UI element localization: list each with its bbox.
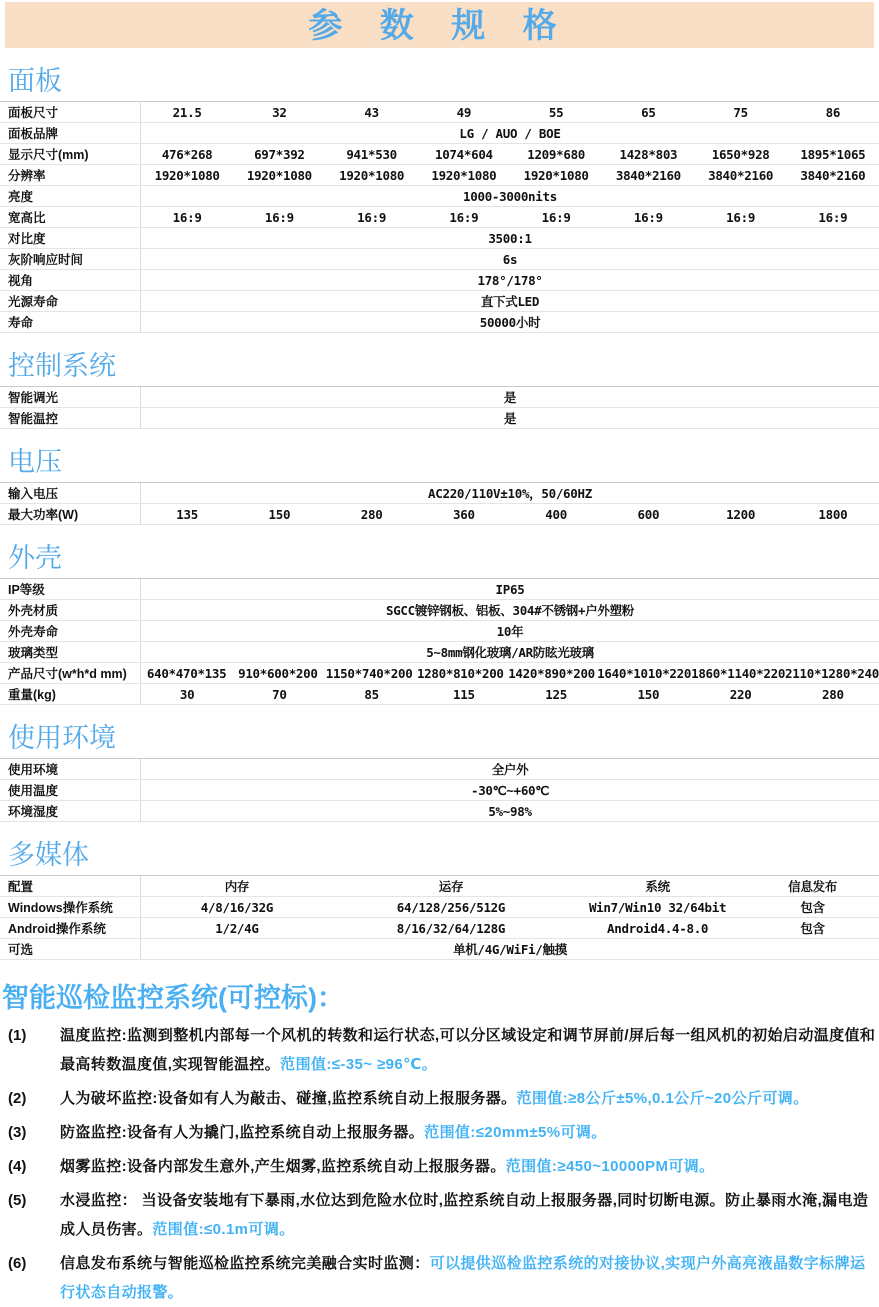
section-rows xyxy=(0,387,879,429)
section-5 xyxy=(0,831,879,960)
row-cell: 86 xyxy=(825,104,841,120)
row-cell: 内存 xyxy=(224,879,250,894)
section-1 xyxy=(0,342,879,429)
section-rows xyxy=(0,759,879,822)
spec-row xyxy=(0,759,879,780)
monitor-item-number: (4) xyxy=(8,1158,27,1175)
row-cell: 16:9 xyxy=(818,209,848,225)
row-cell: 包含 xyxy=(800,900,825,915)
range-value-text: 范围值:≤20mm±5%可调。 xyxy=(424,1124,607,1141)
row-cell: 3840*2160 xyxy=(708,167,774,183)
row-label: 使用温度 xyxy=(8,784,59,798)
row-cell: 55 xyxy=(548,104,564,120)
spec-row xyxy=(0,663,879,684)
spec-row xyxy=(0,123,879,144)
row-cell: 1280*810*200 xyxy=(416,665,504,681)
spec-row xyxy=(0,387,879,408)
monitor-item-3 xyxy=(0,1118,879,1147)
row-cell: Win7/Win10 32/64bit xyxy=(588,899,727,915)
row-span-value: 是 xyxy=(503,411,517,426)
monitor-item-2 xyxy=(0,1084,879,1113)
spec-row xyxy=(0,186,879,207)
row-cell: 220 xyxy=(729,686,752,702)
row-cell: 1920*1080 xyxy=(339,167,405,183)
monitor-item-text xyxy=(60,1249,879,1307)
spec-row xyxy=(0,918,879,939)
row-values xyxy=(140,876,879,896)
spec-row xyxy=(0,504,879,525)
monitor-item-text xyxy=(60,1118,879,1147)
monitor-item-6 xyxy=(0,1249,879,1307)
row-label: 分辨率 xyxy=(8,169,46,183)
spec-row xyxy=(0,600,879,621)
section-4 xyxy=(0,714,879,822)
row-label: 外壳材质 xyxy=(8,604,59,618)
section-title: 控制系统 xyxy=(0,342,879,387)
section-title: 使用环境 xyxy=(0,714,879,759)
spec-row xyxy=(0,876,879,897)
item-description-text: 信息发布系统与智能巡检监控系统完美融合实时监测： xyxy=(60,1255,430,1272)
range-value-text: 范围值:≤0.1m可调。 xyxy=(152,1221,295,1238)
monitor-item-1 xyxy=(0,1021,879,1079)
row-label: 输入电压 xyxy=(8,487,59,501)
row-span-value: 5%~98% xyxy=(488,803,532,819)
row-values xyxy=(140,387,879,407)
row-values xyxy=(140,186,879,206)
row-cell: 1209*680 xyxy=(527,146,586,162)
row-cell: 150 xyxy=(637,686,660,702)
row-cell: 1650*928 xyxy=(711,146,770,162)
row-cell: 1895*1065 xyxy=(800,146,866,162)
row-cell: 1150*740*200 xyxy=(325,665,413,681)
row-cell: 1640*1010*220 xyxy=(597,665,692,681)
section-title: 多媒体 xyxy=(0,831,879,876)
spec-row xyxy=(0,207,879,228)
spec-row xyxy=(0,228,879,249)
row-cell: 697*392 xyxy=(254,146,305,162)
row-cell: 70 xyxy=(272,686,287,702)
monitor-item-text xyxy=(60,1021,879,1079)
row-cell: 16:9 xyxy=(449,209,479,225)
monitor-item-text xyxy=(60,1152,879,1181)
item-description-text: 烟雾监控:设备内部发生意外,产生烟雾,监控系统自动上报服务器。 xyxy=(60,1158,506,1175)
row-cell: 65 xyxy=(641,104,656,120)
page-title-banner xyxy=(5,2,874,48)
row-span-value: IP65 xyxy=(495,581,525,597)
row-label: 可选 xyxy=(8,943,34,957)
row-label: 灰阶响应时间 xyxy=(8,253,84,267)
section-rows xyxy=(0,876,879,960)
row-label: 使用环境 xyxy=(8,763,59,777)
section-title: 电压 xyxy=(0,438,879,483)
row-span-value: AC220/110V±10%，50/60HZ xyxy=(428,486,592,501)
row-cell: 360 xyxy=(453,506,475,522)
row-values xyxy=(140,621,879,641)
row-values xyxy=(140,504,879,524)
row-span-value: 1000-3000nits xyxy=(463,188,557,204)
row-label: IP等级 xyxy=(8,583,45,597)
monitor-item-number: (1) xyxy=(8,1027,27,1044)
spec-row xyxy=(0,102,879,123)
row-values xyxy=(140,123,879,143)
row-cell: Android4.4-8.0 xyxy=(607,920,709,936)
row-cell: 64/128/256/512G xyxy=(396,899,506,915)
row-cell: 信息发布 xyxy=(788,879,837,894)
row-label: 对比度 xyxy=(8,232,46,246)
spec-row xyxy=(0,270,879,291)
spec-row xyxy=(0,291,879,312)
row-values xyxy=(140,249,879,269)
item-description-text: 水浸监控： 当设备安装地有下暴雨,水位达到危险水位时,监控系统自动上报服务器,同时切断电源。防止暴雨水淹,漏电造成人员伤害。 xyxy=(60,1192,869,1238)
row-label: 智能调光 xyxy=(8,391,59,405)
row-cell: 280 xyxy=(360,506,383,522)
row-label: 产品尺寸(w*h*d mm) xyxy=(8,667,127,681)
row-label: 环境湿度 xyxy=(8,805,59,819)
row-cell: 1/2/4G xyxy=(215,920,259,936)
range-value-text: 范围值:≥450~10000PM可调。 xyxy=(505,1158,715,1175)
section-2 xyxy=(0,438,879,525)
monitor-item-4 xyxy=(0,1152,879,1181)
row-span-value: LG / AUO / BOE xyxy=(459,125,561,141)
row-cell: 1920*1080 xyxy=(431,167,497,183)
row-cell: 系统 xyxy=(645,879,670,894)
section-title: 面板 xyxy=(0,57,879,102)
row-cell: 400 xyxy=(545,506,567,522)
row-label: 玻璃类型 xyxy=(8,646,59,660)
monitor-item-number: (5) xyxy=(8,1192,27,1209)
row-values xyxy=(140,165,879,185)
row-cell: 16:9 xyxy=(726,209,756,225)
row-cell: 115 xyxy=(453,686,475,702)
monitor-item-number: (6) xyxy=(8,1255,27,1272)
row-label: Windows操作系统 xyxy=(8,901,113,915)
row-values xyxy=(140,600,879,620)
row-cell: 16:9 xyxy=(633,209,663,225)
monitor-item-number: (3) xyxy=(8,1124,27,1141)
monitor-section-title: 智能巡检监控系统(可控标)： xyxy=(2,983,344,1013)
row-values xyxy=(140,579,879,599)
section-0 xyxy=(0,57,879,333)
row-values xyxy=(140,918,879,938)
page-title: 参 数 规 格 xyxy=(308,7,571,45)
row-cell: 640*470*135 xyxy=(146,665,227,681)
row-cell: 运存 xyxy=(438,879,464,894)
row-span-value: 是 xyxy=(503,390,517,405)
row-cell: 3840*2160 xyxy=(800,167,866,183)
row-cell: 600 xyxy=(637,506,660,522)
item-description-text: 温度监控:监测到整机内部每一个风机的转数和运行状态,可以分区域设定和调节屏前/屏后每一组风机的初始启动温度值和最高转数温度值,实现智能温控。 xyxy=(60,1027,876,1073)
row-cell: 280 xyxy=(822,686,844,702)
row-values xyxy=(140,759,879,779)
spec-row xyxy=(0,312,879,333)
spec-row xyxy=(0,642,879,663)
row-values xyxy=(140,102,879,122)
row-values xyxy=(140,144,879,164)
row-cell: 75 xyxy=(733,104,748,120)
row-cell: 16:9 xyxy=(357,209,387,225)
row-values xyxy=(140,408,879,428)
row-cell: 43 xyxy=(364,104,379,120)
row-label: Android操作系统 xyxy=(8,922,106,936)
spec-row xyxy=(0,621,879,642)
row-cell: 16:9 xyxy=(172,209,202,225)
row-label: 面板尺寸 xyxy=(8,106,59,120)
row-values xyxy=(140,663,879,683)
row-cell: 135 xyxy=(176,506,198,522)
monitor-item-list xyxy=(0,1021,879,1307)
row-span-value: 全户外 xyxy=(491,762,529,777)
row-cell: 1920*1080 xyxy=(154,167,220,183)
row-cell: 85 xyxy=(364,686,379,702)
row-cell: 476*268 xyxy=(161,146,213,162)
monitor-item-text xyxy=(60,1186,879,1244)
row-cell: 910*600*200 xyxy=(238,665,318,681)
spec-row xyxy=(0,249,879,270)
row-cell: 4/8/16/32G xyxy=(200,899,274,915)
row-label: 面板品牌 xyxy=(8,127,59,141)
row-values xyxy=(140,270,879,290)
row-cell: 941*530 xyxy=(346,146,397,162)
spec-row xyxy=(0,144,879,165)
row-span-value: 178°/178° xyxy=(477,272,543,288)
monitor-item-5 xyxy=(0,1186,879,1244)
spec-row xyxy=(0,684,879,705)
row-label: 寿命 xyxy=(8,316,34,330)
row-values xyxy=(140,228,879,248)
row-cell: 1428*803 xyxy=(619,146,678,162)
row-values xyxy=(140,939,879,959)
section-rows xyxy=(0,579,879,705)
section-rows xyxy=(0,102,879,333)
row-cell: 1920*1080 xyxy=(523,167,589,183)
row-label: 亮度 xyxy=(8,190,34,204)
row-values xyxy=(140,642,879,662)
range-value-text: 范围值:≥8公斤±5%,0.1公斤~20公斤可调。 xyxy=(516,1090,809,1107)
row-cell: 1074*604 xyxy=(434,146,493,162)
row-label: 智能温控 xyxy=(8,412,59,426)
row-cell: 8/16/32/64/128G xyxy=(396,920,506,936)
row-values xyxy=(140,291,879,311)
row-values xyxy=(140,312,879,332)
row-cell: 2110*1280*240 xyxy=(785,665,879,681)
row-cell: 49 xyxy=(456,104,472,120)
row-label: 显示尺寸(mm) xyxy=(8,148,89,162)
row-span-value: 50000小时 xyxy=(479,315,541,330)
row-span-value: 6s xyxy=(502,251,518,267)
spec-row xyxy=(0,408,879,429)
spec-row xyxy=(0,939,879,960)
row-label: 视角 xyxy=(8,274,34,288)
row-cell: 30 xyxy=(179,686,195,702)
row-values xyxy=(140,897,879,917)
row-values xyxy=(140,207,879,227)
row-cell: 包含 xyxy=(800,921,825,936)
item-description-text: 人为破坏监控:设备如有人为敲击、碰撞,监控系统自动上报服务器。 xyxy=(60,1090,517,1107)
row-span-value: 直下式LED xyxy=(480,294,540,309)
row-label: 重量(kg) xyxy=(8,688,56,702)
item-description-text: 防盗监控:设备有人为撬门,监控系统自动上报服务器。 xyxy=(60,1124,425,1141)
row-span-value: 5~8mm钢化玻璃/AR防眩光玻璃 xyxy=(426,645,594,660)
section-title: 外壳 xyxy=(0,534,879,579)
row-cell: 16:9 xyxy=(541,209,571,225)
row-label: 宽高比 xyxy=(8,211,46,225)
spec-row xyxy=(0,483,879,504)
row-label: 外壳寿命 xyxy=(8,625,59,639)
row-span-value: SGCC镀锌钢板、铝板、304#不锈钢+户外塑粉 xyxy=(385,603,635,618)
spec-row xyxy=(0,579,879,600)
spec-sections xyxy=(0,57,879,960)
row-cell: 150 xyxy=(268,506,291,522)
row-cell: 21.5 xyxy=(172,104,202,120)
row-values xyxy=(140,801,879,821)
spec-row xyxy=(0,780,879,801)
monitor-item-text xyxy=(60,1084,879,1113)
monitor-item-number: (2) xyxy=(8,1090,27,1107)
section-rows xyxy=(0,483,879,525)
row-label: 最大功率(W) xyxy=(8,508,79,522)
row-span-value: -30℃~+60℃ xyxy=(470,782,550,798)
row-span-value: 单机/4G/WiFi/触摸 xyxy=(453,942,567,957)
range-value-text: 可以提供巡检监控系统的对接协议,实现户外高亮液晶数字标牌运行状态自动报警。 xyxy=(60,1255,866,1301)
spec-row xyxy=(0,165,879,186)
spec-row xyxy=(0,801,879,822)
section-3 xyxy=(0,534,879,705)
row-cell: 1200 xyxy=(726,506,756,522)
row-cell: 1420*890*200 xyxy=(508,665,595,681)
row-values xyxy=(140,684,879,704)
row-cell: 16:9 xyxy=(264,209,294,225)
row-span-value: 3500:1 xyxy=(488,230,532,246)
row-cell: 1860*1140*220 xyxy=(691,665,786,681)
row-cell: 3840*2160 xyxy=(615,167,681,183)
row-values xyxy=(140,780,879,800)
row-cell: 1920*1080 xyxy=(246,167,312,183)
row-span-value: 10年 xyxy=(496,624,524,639)
range-value-text: 范围值:≤-35~ ≥96℃。 xyxy=(280,1056,438,1073)
row-label: 配置 xyxy=(8,880,34,894)
spec-row xyxy=(0,897,879,918)
row-label: 光源寿命 xyxy=(8,295,59,309)
row-values xyxy=(140,483,879,503)
row-cell: 1800 xyxy=(818,506,848,522)
row-cell: 32 xyxy=(272,104,287,120)
row-cell: 125 xyxy=(545,686,567,702)
